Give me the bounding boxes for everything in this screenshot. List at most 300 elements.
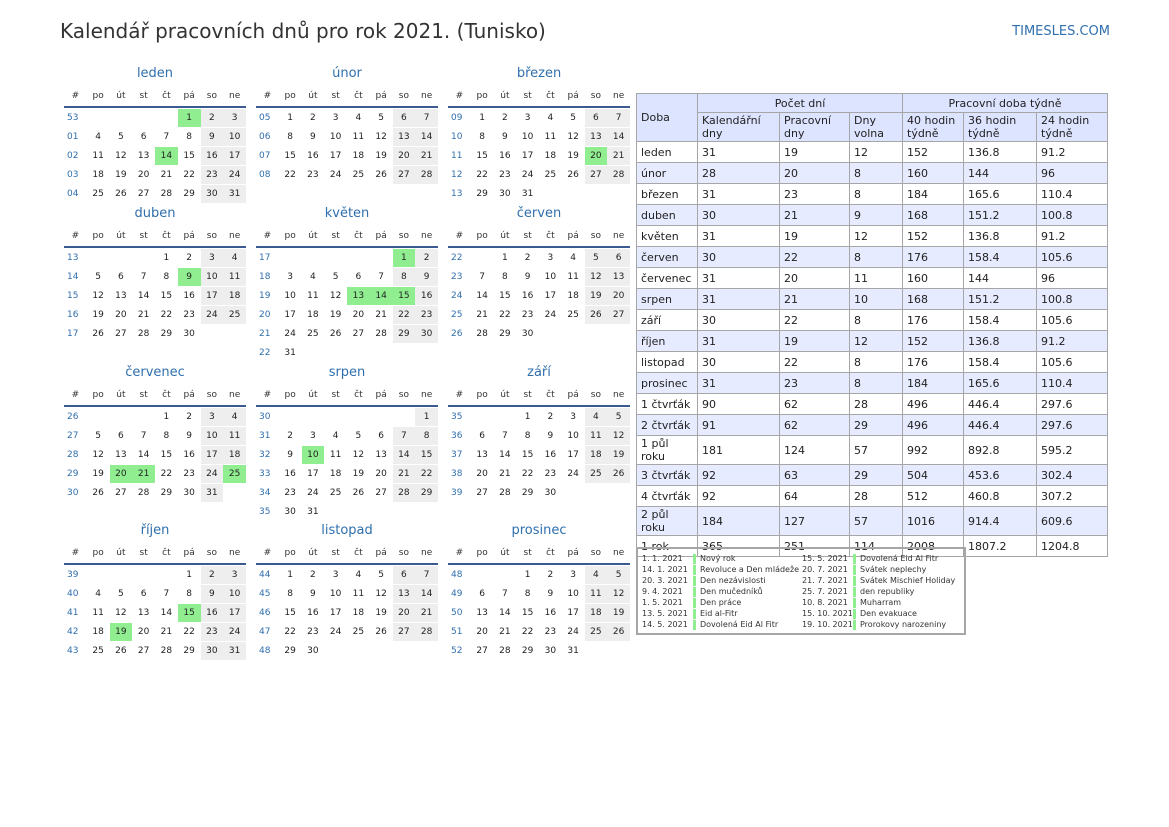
weekday-label: so bbox=[398, 230, 409, 241]
day-cell: 10 bbox=[284, 290, 296, 301]
weekend-day-cell: 24 bbox=[223, 166, 246, 184]
week-number: 11 bbox=[451, 150, 463, 161]
weekday-label: st bbox=[523, 547, 532, 558]
value-cell: 136.8 bbox=[964, 226, 1037, 247]
day-cell: 26 bbox=[115, 188, 127, 199]
value-cell: 63 bbox=[780, 465, 850, 486]
empty-day-cell bbox=[607, 325, 630, 343]
value-cell: 31 bbox=[698, 373, 780, 394]
day-cell: 15 bbox=[284, 150, 296, 161]
period-cell: leden bbox=[637, 142, 698, 163]
value-cell: 91.2 bbox=[1037, 226, 1108, 247]
week-number: 02 bbox=[67, 150, 79, 161]
month-title: leden bbox=[136, 66, 174, 81]
week-number: 22 bbox=[451, 252, 463, 263]
day-cell: 7 bbox=[140, 430, 147, 441]
value-cell: 19 bbox=[780, 142, 850, 163]
day-cell: 4 bbox=[332, 430, 339, 441]
holiday-marker bbox=[853, 565, 856, 575]
site-link[interactable]: TIMESLES.COM bbox=[1012, 24, 1110, 39]
day-cell: 1 bbox=[163, 411, 170, 422]
weekend-day-cell: 24 bbox=[223, 623, 246, 641]
value-cell: 92 bbox=[698, 486, 780, 507]
empty-day-cell bbox=[324, 642, 347, 660]
weekday-header bbox=[256, 384, 438, 407]
weekend-day-cell: 5 bbox=[607, 408, 630, 426]
day-cell: 16 bbox=[307, 150, 319, 161]
day-cell: 19 bbox=[375, 150, 387, 161]
weekend-day-cell: 14 bbox=[415, 585, 438, 603]
day-cell: 15 bbox=[521, 449, 534, 460]
value-cell: 91 bbox=[698, 415, 780, 436]
holiday-date: 1. 1. 2021 bbox=[642, 554, 683, 563]
empty-day-cell bbox=[494, 566, 517, 584]
weekend-day-cell: 15 bbox=[415, 446, 438, 464]
weekend-day-cell: 9 bbox=[201, 585, 224, 603]
holiday-date: 19. 10. 2021 bbox=[802, 620, 853, 629]
empty-day-cell bbox=[607, 185, 630, 203]
weekly-hours-header: Pracovní doba týdně bbox=[903, 94, 1108, 113]
empty-day-cell bbox=[324, 503, 347, 521]
value-cell: 8 bbox=[850, 310, 903, 331]
value-cell: 105.6 bbox=[1037, 247, 1108, 268]
weekday-label: ne bbox=[229, 230, 241, 241]
day-cell: 6 bbox=[140, 588, 147, 599]
weekday-label: čt bbox=[546, 230, 555, 241]
value-cell: 168 bbox=[903, 289, 964, 310]
day-cell: 14 bbox=[137, 449, 150, 460]
holiday-item bbox=[642, 575, 799, 586]
day-cell: 27 bbox=[115, 328, 127, 339]
weekday-label: čt bbox=[162, 230, 171, 241]
weekend-day-cell: 17 bbox=[223, 604, 246, 622]
day-cell: 11 bbox=[92, 150, 104, 161]
day-cell: 23 bbox=[544, 626, 557, 637]
value-cell: 105.6 bbox=[1037, 352, 1108, 373]
weekday-label: út bbox=[500, 90, 510, 101]
holiday-name: Den mučedníků bbox=[700, 587, 763, 596]
weekday-label: st bbox=[139, 389, 148, 400]
weekend-day-cell: 27 bbox=[607, 306, 630, 324]
weekday-label: po bbox=[92, 90, 104, 101]
day-cell: 5 bbox=[118, 131, 124, 142]
weekday-label: čt bbox=[354, 389, 363, 400]
value-cell: 136.8 bbox=[964, 331, 1037, 352]
weekday-header bbox=[448, 542, 630, 565]
value-cell: 31 bbox=[698, 184, 780, 205]
week-row bbox=[448, 445, 630, 464]
value-cell: 23 bbox=[780, 373, 850, 394]
day-cell: 13 bbox=[476, 449, 488, 460]
weekend-day-cell: 17 bbox=[201, 446, 224, 464]
day-cell: 18 bbox=[567, 290, 579, 301]
day-cell: 9 bbox=[502, 131, 508, 142]
value-cell: 21 bbox=[780, 289, 850, 310]
weekend-day-cell: 7 bbox=[393, 427, 416, 445]
day-cell: 8 bbox=[163, 430, 170, 441]
day-cell: 22 bbox=[499, 309, 511, 320]
day-cell: 27 bbox=[476, 645, 488, 656]
week-number: 35 bbox=[259, 506, 271, 517]
day-cell: 4 bbox=[95, 588, 101, 599]
value-cell: 1807.2 bbox=[964, 536, 1037, 557]
day-cell: 21 bbox=[499, 468, 511, 479]
day-cell: 15 bbox=[499, 290, 511, 301]
weekday-label: po bbox=[92, 230, 104, 241]
weekday-label: st bbox=[523, 389, 532, 400]
empty-day-cell bbox=[110, 408, 133, 426]
holiday-day-cell: 1 bbox=[178, 109, 201, 127]
week-number: 13 bbox=[451, 188, 463, 199]
week-row bbox=[64, 267, 246, 286]
day-cell: 8 bbox=[186, 131, 192, 142]
weekday-label: po bbox=[284, 547, 296, 558]
week-number: 21 bbox=[259, 328, 271, 339]
holiday-item bbox=[802, 575, 955, 586]
day-cell: 29 bbox=[521, 487, 534, 498]
day-cell: 8 bbox=[186, 588, 192, 599]
month-title: říjen bbox=[140, 523, 170, 538]
value-cell: 100.8 bbox=[1037, 205, 1108, 226]
value-cell: 31 bbox=[698, 142, 780, 163]
value-cell: 29 bbox=[850, 465, 903, 486]
week-row bbox=[256, 305, 438, 324]
weekday-label: so bbox=[206, 547, 217, 558]
week-number: 47 bbox=[259, 626, 271, 637]
day-cell: 6 bbox=[479, 430, 485, 441]
week-number: 17 bbox=[67, 328, 79, 339]
value-cell: 91.2 bbox=[1037, 331, 1108, 352]
holiday-item bbox=[642, 597, 799, 608]
weekend-day-cell: 2 bbox=[201, 109, 224, 127]
holiday-date: 14. 5. 2021 bbox=[642, 620, 688, 629]
day-cell: 25 bbox=[307, 328, 319, 339]
holiday-item bbox=[802, 553, 955, 564]
empty-day-cell bbox=[201, 325, 224, 343]
week-number-header: # bbox=[455, 90, 464, 101]
month-calendar bbox=[64, 63, 246, 203]
week-number: 24 bbox=[451, 290, 463, 301]
week-row bbox=[448, 267, 630, 286]
day-cell: 29 bbox=[284, 645, 296, 656]
day-cell: 1 bbox=[163, 252, 170, 263]
empty-day-cell bbox=[132, 408, 155, 426]
period-cell: 2 půl roku bbox=[637, 507, 698, 536]
day-cell: 23 bbox=[521, 309, 534, 320]
weekday-label: st bbox=[331, 90, 340, 101]
value-cell: 504 bbox=[903, 465, 964, 486]
week-number-header: # bbox=[71, 389, 80, 400]
day-cell: 7 bbox=[378, 271, 384, 282]
day-cell: 20 bbox=[115, 309, 127, 320]
week-row bbox=[64, 584, 246, 603]
month-calendar bbox=[448, 63, 630, 203]
week-number-header: # bbox=[263, 389, 272, 400]
weekday-label: so bbox=[398, 547, 409, 558]
week-number: 34 bbox=[259, 487, 271, 498]
value-cell: 31 bbox=[698, 289, 780, 310]
holiday-day-cell: 1 bbox=[393, 249, 416, 267]
weekend-day-cell: 20 bbox=[393, 604, 416, 622]
week-row bbox=[448, 584, 630, 603]
day-cell: 15 bbox=[160, 290, 173, 301]
week-number: 08 bbox=[259, 169, 271, 180]
day-cell: 6 bbox=[118, 430, 124, 441]
holiday-date: 9. 4. 2021 bbox=[642, 587, 683, 596]
month-calendar bbox=[256, 63, 438, 184]
weekday-label: ne bbox=[229, 389, 241, 400]
day-cell: 18 bbox=[544, 150, 557, 161]
value-cell: 496 bbox=[903, 415, 964, 436]
holiday-marker bbox=[693, 620, 696, 630]
holiday-marker bbox=[693, 565, 696, 575]
holiday-date: 20. 3. 2021 bbox=[642, 576, 688, 585]
holiday-name: Dovolená Eid Al Fitr bbox=[860, 554, 939, 563]
day-cell: 16 bbox=[307, 607, 319, 618]
value-cell: 8 bbox=[850, 163, 903, 184]
weekend-day-cell: 9 bbox=[201, 128, 224, 146]
day-cell: 24 bbox=[329, 169, 342, 180]
empty-day-cell bbox=[155, 109, 178, 127]
value-cell: 114 bbox=[850, 536, 903, 557]
table-row bbox=[637, 331, 1108, 352]
day-cell: 17 bbox=[284, 309, 296, 320]
weekend-day-cell: 2 bbox=[415, 249, 438, 267]
empty-day-cell bbox=[393, 344, 416, 362]
week-number: 33 bbox=[259, 468, 271, 479]
week-number: 25 bbox=[451, 309, 463, 320]
day-cell: 27 bbox=[476, 487, 488, 498]
weekend-day-cell: 27 bbox=[393, 166, 416, 184]
value-cell: 110.4 bbox=[1037, 184, 1108, 205]
value-cell: 136.8 bbox=[964, 142, 1037, 163]
holiday-item bbox=[642, 564, 799, 575]
value-cell: 105.6 bbox=[1037, 310, 1108, 331]
weekday-label: pá bbox=[375, 547, 387, 558]
weekend-day-cell: 20 bbox=[607, 287, 630, 305]
day-cell: 17 bbox=[567, 449, 579, 460]
weekend-day-cell: 16 bbox=[201, 147, 224, 165]
day-cell: 16 bbox=[284, 468, 296, 479]
day-cell: 15 bbox=[284, 607, 296, 618]
value-cell: 144 bbox=[964, 268, 1037, 289]
weekend-day-cell: 23 bbox=[201, 623, 224, 641]
day-cell: 26 bbox=[115, 645, 127, 656]
weekday-header bbox=[448, 85, 630, 108]
weekend-day-cell: 3 bbox=[201, 249, 224, 267]
day-cell: 17 bbox=[521, 150, 534, 161]
day-cell: 29 bbox=[183, 188, 195, 199]
weekend-day-cell: 1 bbox=[415, 408, 438, 426]
day-cell: 25 bbox=[567, 309, 579, 320]
weekend-day-cell: 18 bbox=[223, 446, 246, 464]
weekday-label: st bbox=[331, 230, 340, 241]
week-row bbox=[448, 305, 630, 324]
table-row bbox=[637, 247, 1108, 268]
weekend-day-cell: 21 bbox=[415, 147, 438, 165]
holiday-column bbox=[802, 553, 955, 630]
holiday-date: 1. 5. 2021 bbox=[642, 598, 683, 607]
week-row bbox=[448, 426, 630, 445]
day-cell: 24 bbox=[284, 328, 296, 339]
table-row bbox=[637, 163, 1108, 184]
day-cell: 19 bbox=[329, 309, 342, 320]
day-cell: 23 bbox=[284, 487, 296, 498]
page-title: Kalendář pracovních dnů pro rok 2021. (Tunisko) bbox=[60, 19, 546, 43]
day-cell: 8 bbox=[479, 131, 485, 142]
day-cell: 3 bbox=[332, 569, 339, 580]
weekend-day-cell: 26 bbox=[607, 465, 630, 483]
weekday-label: pá bbox=[567, 389, 579, 400]
empty-day-cell bbox=[324, 408, 347, 426]
day-cell: 19 bbox=[115, 169, 127, 180]
day-cell: 12 bbox=[115, 150, 127, 161]
holiday-item bbox=[802, 586, 955, 597]
value-cell: 31 bbox=[698, 268, 780, 289]
weekend-day-cell: 25 bbox=[223, 306, 246, 324]
week-row bbox=[256, 641, 438, 660]
empty-day-cell bbox=[347, 249, 370, 267]
week-number: 40 bbox=[67, 588, 79, 599]
holiday-item bbox=[642, 619, 799, 630]
value-cell: 10 bbox=[850, 289, 903, 310]
weekday-label: pá bbox=[375, 389, 387, 400]
week-number-header: # bbox=[455, 547, 464, 558]
day-cell: 31 bbox=[521, 188, 534, 199]
week-row bbox=[256, 165, 438, 184]
week-number: 07 bbox=[259, 150, 271, 161]
weekend-day-cell: 14 bbox=[415, 128, 438, 146]
day-cell: 12 bbox=[115, 607, 127, 618]
day-cell: 26 bbox=[375, 626, 387, 637]
week-number-header: # bbox=[263, 547, 272, 558]
weekend-day-cell: 11 bbox=[223, 427, 246, 445]
week-number: 10 bbox=[451, 131, 463, 142]
month-calendar bbox=[64, 520, 246, 660]
month-title: březen bbox=[516, 66, 562, 81]
week-number-header: # bbox=[71, 547, 80, 558]
week-row bbox=[448, 641, 630, 660]
day-cell: 18 bbox=[329, 468, 342, 479]
holiday-marker bbox=[853, 554, 856, 564]
month-title: listopad bbox=[321, 523, 373, 538]
weekday-label: so bbox=[590, 230, 601, 241]
weekday-label: ne bbox=[421, 389, 433, 400]
week-row bbox=[64, 286, 246, 305]
empty-day-cell bbox=[494, 408, 517, 426]
weekend-day-cell: 30 bbox=[415, 325, 438, 343]
empty-day-cell bbox=[223, 325, 246, 343]
value-cell: 8 bbox=[850, 247, 903, 268]
day-cell: 20 bbox=[476, 626, 488, 637]
day-cell: 5 bbox=[118, 588, 124, 599]
weekday-header bbox=[64, 85, 246, 108]
month-title: únor bbox=[332, 66, 362, 81]
week-number: 12 bbox=[451, 169, 463, 180]
weekday-label: po bbox=[476, 90, 488, 101]
weekend-day-cell: 13 bbox=[607, 268, 630, 286]
day-cell: 3 bbox=[570, 569, 576, 580]
month-title: prosinec bbox=[511, 523, 567, 538]
week-row bbox=[64, 305, 246, 324]
empty-day-cell bbox=[370, 642, 393, 660]
week-row bbox=[448, 127, 630, 146]
value-cell: 2008 bbox=[903, 536, 964, 557]
weekday-label: pá bbox=[567, 90, 579, 101]
week-number: 35 bbox=[451, 411, 463, 422]
weekday-label: po bbox=[476, 230, 488, 241]
day-cell: 8 bbox=[287, 131, 293, 142]
weekend-day-cell: 20 bbox=[393, 147, 416, 165]
value-cell: 151.2 bbox=[964, 205, 1037, 226]
day-cell: 29 bbox=[183, 645, 195, 656]
value-cell: 165.6 bbox=[964, 184, 1037, 205]
value-cell: 1204.8 bbox=[1037, 536, 1108, 557]
day-cell: 21 bbox=[160, 626, 173, 637]
empty-day-cell bbox=[562, 185, 585, 203]
holiday-item bbox=[802, 564, 955, 575]
weekday-header bbox=[64, 384, 246, 407]
week-number: 03 bbox=[67, 169, 79, 180]
value-cell: 57 bbox=[850, 436, 903, 465]
day-cell: 30 bbox=[544, 487, 557, 498]
weekday-label: so bbox=[206, 230, 217, 241]
empty-day-cell bbox=[324, 344, 347, 362]
value-cell: 158.4 bbox=[964, 310, 1037, 331]
holiday-day-cell: 21 bbox=[132, 465, 155, 483]
day-cell: 18 bbox=[92, 626, 104, 637]
value-cell: 184 bbox=[903, 373, 964, 394]
day-cell: 12 bbox=[375, 588, 387, 599]
week-row bbox=[256, 426, 438, 445]
value-cell: 28 bbox=[698, 163, 780, 184]
day-cell: 16 bbox=[544, 449, 557, 460]
day-cell: 4 bbox=[570, 252, 576, 263]
weekend-day-cell: 31 bbox=[223, 642, 246, 660]
value-cell: 168 bbox=[903, 205, 964, 226]
value-cell: 31 bbox=[698, 331, 780, 352]
day-cell: 24 bbox=[329, 626, 342, 637]
value-cell: 21 bbox=[780, 205, 850, 226]
empty-day-cell bbox=[562, 325, 585, 343]
week-number: 16 bbox=[67, 309, 79, 320]
period-cell: duben bbox=[637, 205, 698, 226]
day-cell: 26 bbox=[92, 487, 104, 498]
day-cell: 8 bbox=[524, 588, 531, 599]
day-cell: 16 bbox=[544, 607, 557, 618]
day-cell: 19 bbox=[92, 468, 104, 479]
day-cell: 7 bbox=[502, 430, 508, 441]
period-cell: březen bbox=[637, 184, 698, 205]
day-cell: 8 bbox=[287, 588, 293, 599]
week-number: 15 bbox=[67, 290, 79, 301]
holiday-name: Eid al-Fitr bbox=[700, 609, 738, 618]
day-cell: 4 bbox=[355, 112, 362, 123]
week-number: 18 bbox=[259, 271, 271, 282]
day-cell: 6 bbox=[355, 271, 362, 282]
day-cell: 22 bbox=[284, 626, 296, 637]
weekend-day-cell: 21 bbox=[415, 604, 438, 622]
week-number: 04 bbox=[67, 188, 79, 199]
week-row bbox=[448, 464, 630, 483]
day-cell: 11 bbox=[567, 271, 579, 282]
empty-day-cell bbox=[279, 249, 302, 267]
week-row bbox=[64, 641, 246, 660]
day-cell: 18 bbox=[92, 169, 104, 180]
day-cell: 29 bbox=[160, 487, 173, 498]
day-cell: 11 bbox=[544, 131, 557, 142]
day-cell: 3 bbox=[570, 411, 576, 422]
